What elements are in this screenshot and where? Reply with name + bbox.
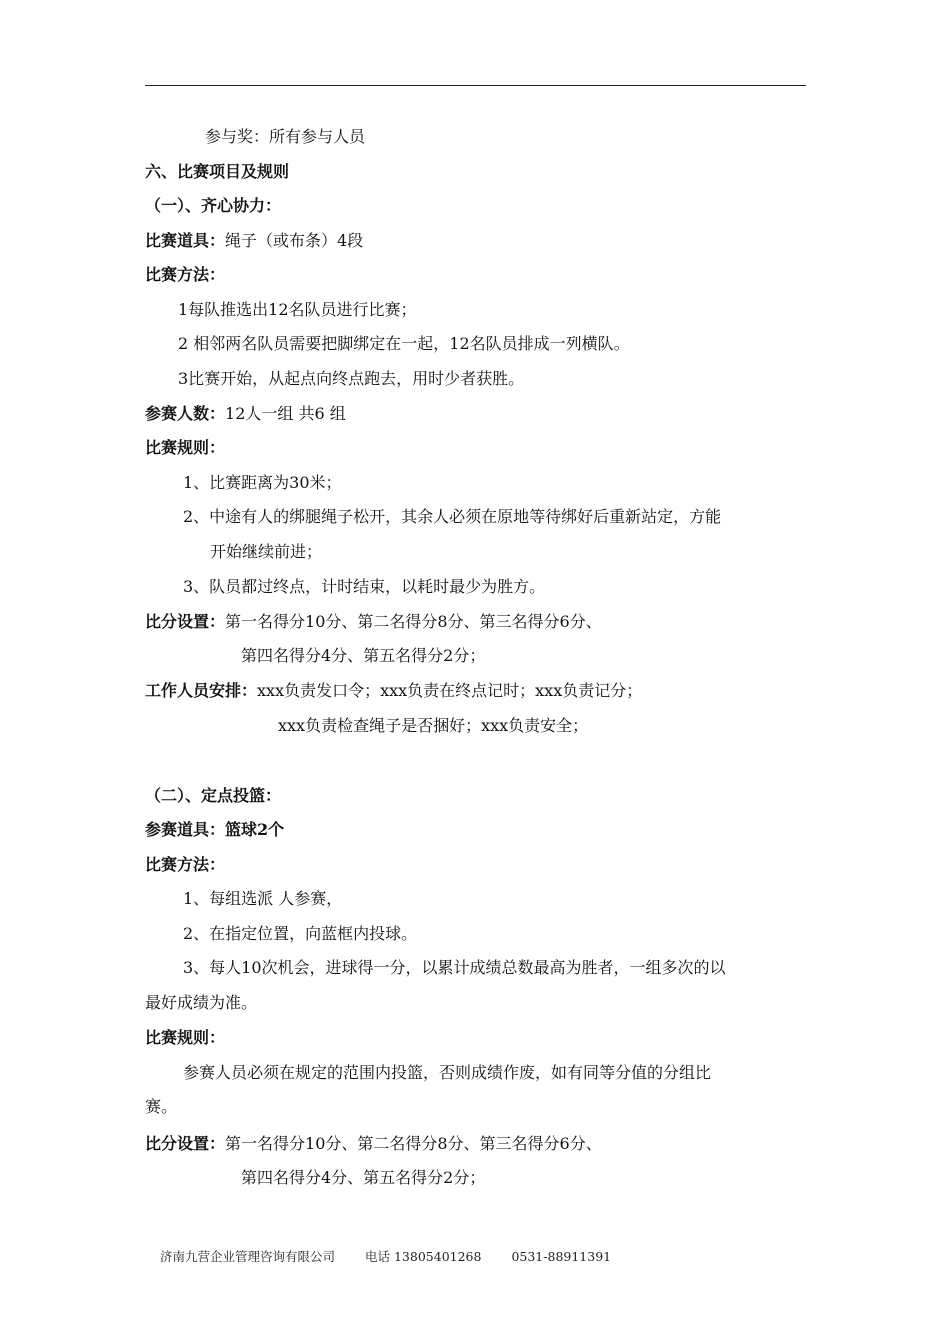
scoring-text-1: 第一名得分10分、第二名得分8分、第三名得分6分、 (225, 612, 602, 631)
footer-tel: 0531-88911391 (511, 1249, 612, 1264)
header-rule (145, 85, 806, 86)
award-participation: 参与奖：所有参与人员 (205, 127, 366, 146)
scoring-line-1-cont: 第四名得分4分、第五名得分2分； (241, 646, 486, 665)
scoring-label-2: 比分设置： (145, 1134, 226, 1153)
subsection-heading-1: （一）、齐心协力： (145, 196, 282, 215)
method-heading-2: 比赛方法： (145, 855, 226, 874)
equipment-line-2: 参赛道具：篮球2个 (145, 820, 285, 839)
rules-2-text-cont: 赛。 (145, 1097, 178, 1116)
method-2-item-3-cont: 最好成绩为准。 (145, 993, 258, 1012)
rules-heading-2: 比赛规则： (145, 1028, 226, 1047)
staff-line (145, 681, 642, 701)
section-heading-6: 六、比赛项目及规则 (145, 162, 290, 181)
method-item-3: 3比赛开始，从起点向终点跑去，用时少者获胜。 (178, 369, 525, 388)
footer-phone: 电话 13805401268 (365, 1249, 482, 1264)
rule-item-2: 2、中途有人的绑腿绳子松开，其余人必须在原地等待绑好后重新站定，方能 (183, 507, 722, 526)
rules-heading-1: 比赛规则： (145, 438, 226, 457)
participants-line (145, 404, 346, 424)
subsection-heading-2: （二）、定点投篮： (145, 786, 282, 805)
scoring-text-2: 第一名得分10分、第二名得分8分、第三名得分6分、 (225, 1134, 602, 1153)
rule-item-2-cont: 开始继续前进； (210, 542, 323, 561)
page-footer (160, 1247, 637, 1265)
equipment-label: 比赛道具： (145, 231, 226, 250)
equipment-text: 绳子（或布条）4段 (225, 231, 364, 250)
method-2-item-1: 1、每组选派 人参赛， (183, 889, 343, 908)
method-heading-1: 比赛方法： (145, 265, 226, 284)
scoring-line-1 (145, 612, 602, 632)
participants-text: 12人一组 共6 组 (225, 404, 346, 423)
equipment-line-1 (145, 231, 363, 251)
staff-label: 工作人员安排： (145, 681, 258, 700)
participants-label: 参赛人数： (145, 404, 226, 423)
scoring-line-2 (145, 1134, 602, 1154)
staff-text: xxx负责发口令；xxx负责在终点记时；xxx负责记分； (257, 681, 643, 700)
footer-company: 济南九营企业管理咨询有限公司 (160, 1249, 336, 1264)
method-item-1: 1每队推选出12名队员进行比赛； (178, 300, 417, 319)
rules-2-text: 参赛人员必须在规定的范围内投篮，否则成绩作废，如有同等分值的分组比 (183, 1063, 712, 1082)
staff-line-cont: xxx负责检查绳子是否捆好；xxx负责安全； (278, 716, 589, 735)
scoring-label-1: 比分设置： (145, 612, 226, 631)
method-2-item-2: 2、在指定位置，向蓝框内投球。 (183, 924, 418, 943)
rule-item-3: 3、队员都过终点，计时结束，以耗时最少为胜方。 (183, 577, 546, 596)
method-item-2: 2 相邻两名队员需要把脚绑定在一起，12名队员排成一列横队。 (178, 334, 630, 353)
method-2-item-3: 3、每人10次机会，进球得一分，以累计成绩总数最高为胜者，一组多次的以 (183, 958, 726, 977)
scoring-line-2-cont: 第四名得分4分、第五名得分2分； (241, 1168, 486, 1187)
rule-item-1: 1、比赛距离为30米； (183, 473, 342, 492)
